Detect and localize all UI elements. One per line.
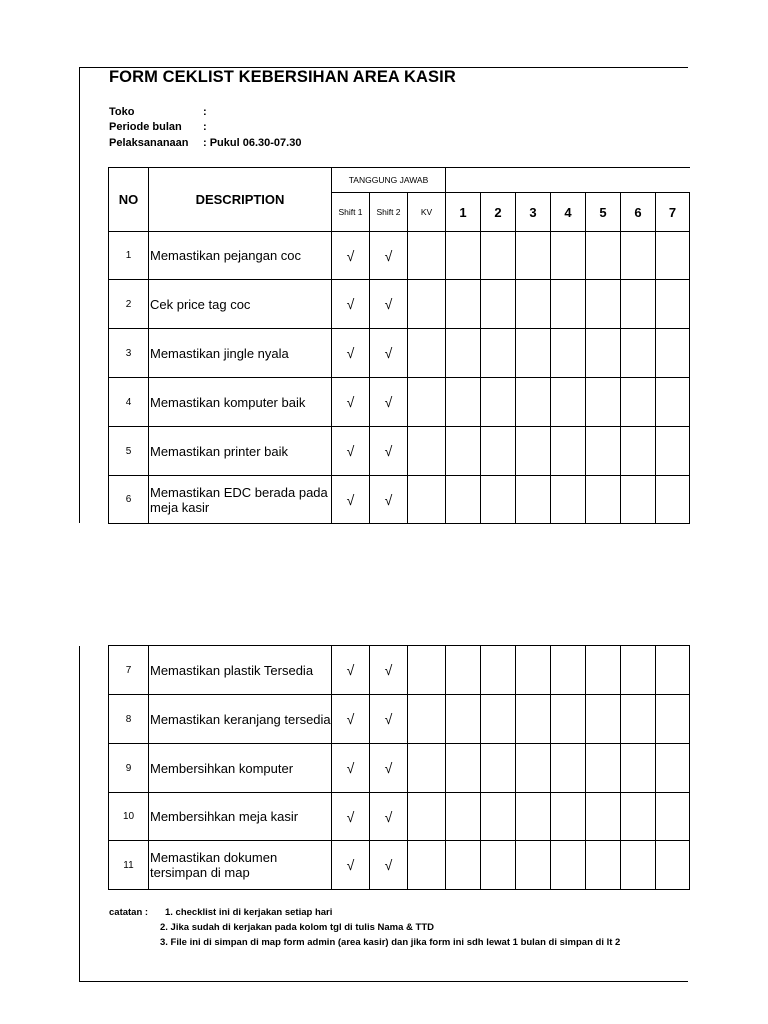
day-cell[interactable]: [551, 744, 586, 793]
day-cell[interactable]: [551, 427, 586, 476]
shift-1-check[interactable]: √: [332, 427, 370, 476]
day-cell[interactable]: [621, 378, 656, 427]
day-cell[interactable]: [516, 695, 551, 744]
kv-cell[interactable]: [408, 280, 446, 329]
row-description: Memastikan dokumen tersimpan di map: [149, 841, 332, 890]
day-cell[interactable]: [481, 646, 516, 695]
day-cell[interactable]: [446, 378, 481, 427]
day-cell[interactable]: [656, 793, 690, 841]
header-blank: [446, 168, 690, 193]
day-cell[interactable]: [656, 695, 690, 744]
day-cell[interactable]: [481, 476, 516, 524]
shift-1-check[interactable]: √: [332, 232, 370, 280]
row-description: Cek price tag coc: [149, 280, 332, 329]
shift-2-check[interactable]: √: [370, 793, 408, 841]
header-day-3: 3: [516, 193, 551, 232]
day-cell[interactable]: [551, 378, 586, 427]
day-cell[interactable]: [481, 793, 516, 841]
day-cell[interactable]: [656, 476, 690, 524]
day-cell[interactable]: [656, 329, 690, 378]
day-cell[interactable]: [481, 744, 516, 793]
header-shift-1: Shift 1: [332, 193, 370, 232]
table-row: [109, 280, 690, 329]
day-cell[interactable]: [586, 232, 621, 280]
shift-2-check[interactable]: √: [370, 476, 408, 524]
day-cell[interactable]: [656, 378, 690, 427]
day-cell[interactable]: [656, 232, 690, 280]
kv-cell[interactable]: [408, 427, 446, 476]
header-day-4: 4: [551, 193, 586, 232]
row-description: Memastikan plastik Tersedia: [149, 646, 332, 695]
row-no: 3: [109, 329, 149, 378]
field-periode-bulan: [109, 121, 207, 133]
shift-1-check[interactable]: √: [332, 280, 370, 329]
checklist-table-part-1: [108, 167, 690, 524]
day-cell[interactable]: [586, 646, 621, 695]
field-toko: [109, 106, 207, 118]
shift-1-check[interactable]: √: [332, 841, 370, 890]
day-cell[interactable]: [551, 841, 586, 890]
day-cell[interactable]: [551, 793, 586, 841]
table-row: [109, 646, 690, 695]
shift-1-check[interactable]: √: [332, 695, 370, 744]
header-kv: KV: [408, 193, 446, 232]
day-cell[interactable]: [586, 280, 621, 329]
row-no: 8: [109, 695, 149, 744]
day-cell[interactable]: [446, 232, 481, 280]
header-no: NO: [109, 168, 149, 232]
day-cell[interactable]: [621, 427, 656, 476]
field-label: Toko: [109, 106, 135, 118]
notes-label: catatan :: [109, 907, 149, 918]
day-cell[interactable]: [516, 841, 551, 890]
shift-1-check[interactable]: √: [332, 476, 370, 524]
kv-cell[interactable]: [408, 378, 446, 427]
header-day-5: 5: [586, 193, 621, 232]
row-no: 11: [109, 841, 149, 890]
day-cell[interactable]: [551, 646, 586, 695]
day-cell[interactable]: [481, 329, 516, 378]
shift-2-check[interactable]: √: [370, 646, 408, 695]
table-row: [109, 232, 690, 280]
day-cell[interactable]: [516, 232, 551, 280]
table-row: [109, 476, 690, 524]
day-cell[interactable]: [656, 744, 690, 793]
day-cell[interactable]: [656, 841, 690, 890]
day-cell[interactable]: [586, 476, 621, 524]
day-cell[interactable]: [551, 280, 586, 329]
table-row: [109, 695, 690, 744]
day-cell[interactable]: [586, 793, 621, 841]
day-cell[interactable]: [446, 476, 481, 524]
day-cell[interactable]: [481, 232, 516, 280]
day-cell[interactable]: [621, 232, 656, 280]
day-cell[interactable]: [551, 476, 586, 524]
shift-2-check[interactable]: √: [370, 744, 408, 793]
shift-1-check[interactable]: √: [332, 793, 370, 841]
day-cell[interactable]: [551, 329, 586, 378]
day-cell[interactable]: [551, 695, 586, 744]
day-cell[interactable]: [656, 427, 690, 476]
shift-2-check[interactable]: √: [370, 841, 408, 890]
shift-2-check[interactable]: √: [370, 280, 408, 329]
day-cell[interactable]: [446, 841, 481, 890]
kv-cell[interactable]: [408, 695, 446, 744]
kv-cell[interactable]: [408, 232, 446, 280]
day-cell[interactable]: [446, 695, 481, 744]
day-cell[interactable]: [446, 744, 481, 793]
row-no: 6: [109, 476, 149, 524]
row-no: 5: [109, 427, 149, 476]
day-cell[interactable]: [586, 378, 621, 427]
table-row: [109, 744, 690, 793]
table-row: [109, 378, 690, 427]
shift-2-check[interactable]: √: [370, 695, 408, 744]
shift-1-check[interactable]: √: [332, 378, 370, 427]
row-description: Memastikan EDC berada pada meja kasir: [149, 476, 332, 524]
day-cell[interactable]: [586, 329, 621, 378]
field-value: :: [203, 121, 207, 133]
day-cell[interactable]: [446, 646, 481, 695]
field-pelaksanaan: [109, 137, 301, 149]
page-border-left: [79, 67, 80, 523]
day-cell[interactable]: [586, 427, 621, 476]
kv-cell[interactable]: [408, 476, 446, 524]
day-cell[interactable]: [516, 646, 551, 695]
row-no: 9: [109, 744, 149, 793]
table-row: [109, 427, 690, 476]
kv-cell[interactable]: [408, 793, 446, 841]
day-cell[interactable]: [621, 695, 656, 744]
day-cell[interactable]: [586, 841, 621, 890]
shift-2-check[interactable]: √: [370, 427, 408, 476]
form-title: FORM CEKLIST KEBERSIHAN AREA KASIR: [109, 68, 456, 86]
day-cell[interactable]: [621, 793, 656, 841]
header-description: DESCRIPTION: [149, 168, 332, 232]
note-item: 2. Jika sudah di kerjakan pada kolom tgl di tulis Nama & TTD: [160, 922, 434, 933]
kv-cell[interactable]: [408, 744, 446, 793]
header-day-2: 2: [481, 193, 516, 232]
field-label: Pelaksananaan: [109, 137, 189, 149]
day-cell[interactable]: [621, 744, 656, 793]
header-shift-2: Shift 2: [370, 193, 408, 232]
row-no: 1: [109, 232, 149, 280]
row-description: Memastikan jingle nyala: [149, 329, 332, 378]
day-cell[interactable]: [481, 280, 516, 329]
day-cell[interactable]: [481, 427, 516, 476]
header-day-7: 7: [656, 193, 690, 232]
day-cell[interactable]: [621, 841, 656, 890]
kv-cell[interactable]: [408, 646, 446, 695]
table-row: [109, 793, 690, 841]
shift-1-check[interactable]: √: [332, 329, 370, 378]
kv-cell[interactable]: [408, 841, 446, 890]
field-value: :: [203, 106, 207, 118]
day-cell[interactable]: [621, 280, 656, 329]
table-row: [109, 329, 690, 378]
day-cell[interactable]: [551, 232, 586, 280]
field-value: : Pukul 06.30-07.30: [203, 137, 302, 149]
day-cell[interactable]: [656, 280, 690, 329]
note-item: 3. File ini di simpan di map form admin (area kasir) dan jika form ini sdh lewat 1 bulan di simpan di lt 2: [160, 937, 621, 948]
header-tanggung-jawab: TANGGUNG JAWAB: [332, 168, 446, 193]
row-description: Memastikan komputer baik: [149, 378, 332, 427]
day-cell[interactable]: [481, 695, 516, 744]
row-description: Memastikan printer baik: [149, 427, 332, 476]
page-border-bottom: [79, 981, 688, 982]
header-day-1: 1: [446, 193, 481, 232]
shift-2-check[interactable]: √: [370, 329, 408, 378]
shift-2-check[interactable]: √: [370, 378, 408, 427]
day-cell[interactable]: [446, 427, 481, 476]
row-description: Membersihkan komputer: [149, 744, 332, 793]
checklist-table-part-2: [108, 645, 690, 890]
day-cell[interactable]: [481, 841, 516, 890]
day-cell[interactable]: [516, 329, 551, 378]
day-cell[interactable]: [446, 793, 481, 841]
day-cell[interactable]: [516, 427, 551, 476]
row-description: Memastikan pejangan coc: [149, 232, 332, 280]
day-cell[interactable]: [656, 646, 690, 695]
day-cell[interactable]: [481, 378, 516, 427]
page-border-left: [79, 646, 80, 982]
shift-1-check[interactable]: √: [332, 646, 370, 695]
day-cell[interactable]: [516, 476, 551, 524]
row-no: 7: [109, 646, 149, 695]
header-day-6: 6: [621, 193, 656, 232]
day-cell[interactable]: [621, 476, 656, 524]
day-cell[interactable]: [621, 329, 656, 378]
note-item: 1. checklist ini di kerjakan setiap hari: [165, 907, 333, 918]
day-cell[interactable]: [586, 744, 621, 793]
row-no: 2: [109, 280, 149, 329]
day-cell[interactable]: [516, 280, 551, 329]
shift-1-check[interactable]: √: [332, 744, 370, 793]
kv-cell[interactable]: [408, 329, 446, 378]
row-description: Membersihkan meja kasir: [149, 793, 332, 841]
day-cell[interactable]: [516, 378, 551, 427]
row-description: Memastikan keranjang tersedia: [149, 695, 332, 744]
shift-2-check[interactable]: √: [370, 232, 408, 280]
day-cell[interactable]: [621, 646, 656, 695]
day-cell[interactable]: [586, 695, 621, 744]
field-label: Periode bulan: [109, 121, 182, 133]
day-cell[interactable]: [446, 329, 481, 378]
row-no: 4: [109, 378, 149, 427]
day-cell[interactable]: [446, 280, 481, 329]
day-cell[interactable]: [516, 744, 551, 793]
day-cell[interactable]: [516, 793, 551, 841]
row-no: 10: [109, 793, 149, 841]
table-row: [109, 841, 690, 890]
